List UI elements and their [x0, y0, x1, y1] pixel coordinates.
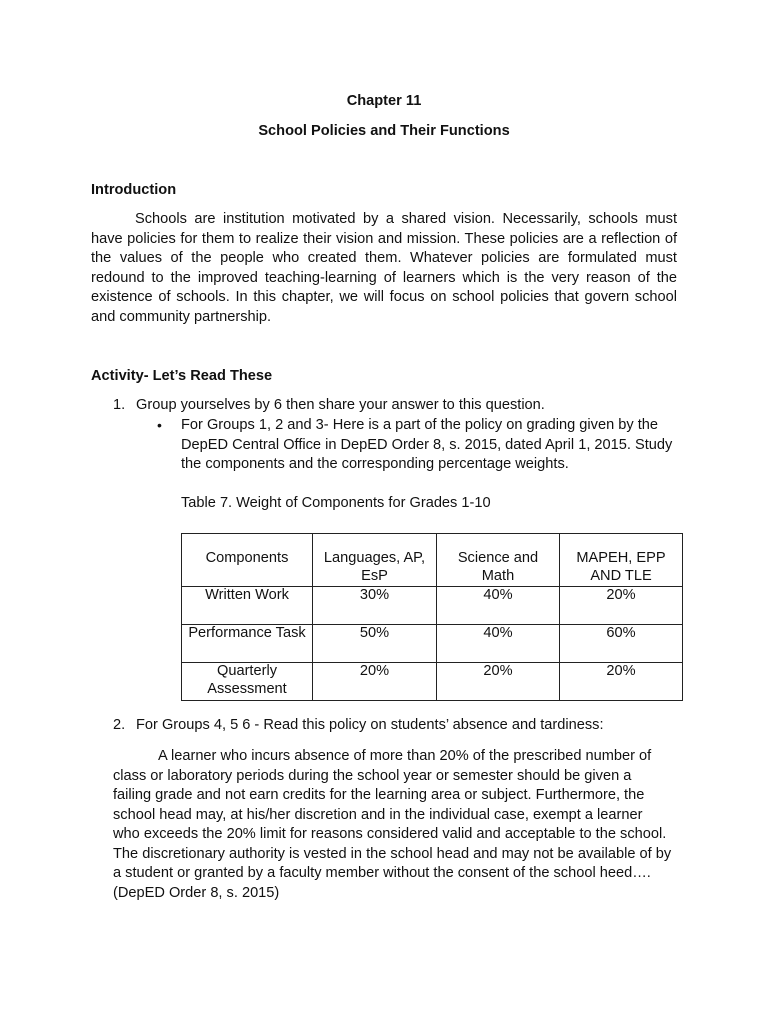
table-cell: 20%	[560, 663, 683, 701]
table-header-cell: Languages, AP, EsP	[313, 534, 437, 587]
table-header-cell: Components	[182, 534, 313, 587]
list-item-number: 1.	[113, 397, 126, 413]
table-header-cell: MAPEH, EPP AND TLE	[560, 534, 683, 587]
table-row	[182, 625, 683, 663]
table-cell: 20%	[560, 587, 683, 625]
activity-heading: Activity- Let’s Read These	[91, 368, 273, 384]
table-cell: Quarterly Assessment	[182, 663, 313, 701]
table-cell: 50%	[313, 625, 437, 663]
table-header-row	[182, 534, 683, 587]
table-cell: 40%	[437, 625, 560, 663]
table-cell: 60%	[560, 625, 683, 663]
table-cell: 20%	[313, 663, 437, 701]
table-cell: Performance Task	[182, 625, 313, 663]
table-row	[182, 663, 683, 701]
list-item-text: Group yourselves by 6 then share your answer to this question.	[136, 397, 545, 413]
table-cell: 40%	[437, 587, 560, 625]
bullet-icon: •	[157, 417, 162, 433]
introduction-heading: Introduction	[91, 182, 177, 198]
table-row	[182, 587, 683, 625]
chapter-label: Chapter 11	[346, 93, 422, 109]
list-item-text: For Groups 4, 5 6 - Read this policy on students’ absence and tardiness:	[136, 717, 604, 733]
bullet-text: For Groups 1, 2 and 3- Here is a part of the policy on grading given by the DepED Central Office in DepED Order 8, s. 2015, dated April 1, 2015. Study the components and the corresponding percentage weights.	[181, 417, 673, 472]
introduction-paragraph: Schools are institution motivated by a shared vision. Necessarily, schools must have policies for them to realize their vision and mission. These policies are a reflection of the values of the people who created them. Whatever policies are formulated must redound to the improved teaching-learning of learners which is the very reason of the existence of schools. In this chapter, we will focus on school policies that govern school and community partnership.	[91, 211, 677, 325]
table-cell: Written Work	[182, 587, 313, 625]
chapter-title: School Policies and Their Functions	[258, 123, 510, 139]
table-cell: 20%	[437, 663, 560, 701]
table-header-cell: Science and Math	[437, 534, 560, 587]
list-item-number: 2.	[113, 717, 126, 733]
table-cell: 30%	[313, 587, 437, 625]
weights-table	[181, 533, 683, 701]
table-caption: Table 7. Weight of Components for Grades 1-10	[181, 495, 491, 511]
absence-policy-quote: A learner who incurs absence of more than 20% of the prescribed number of class or laboratory periods during the school year or semester should be given a failing grade and not earn credits for the learning area or subject. Furthermore, the school head may, at his/her discretion and in the individual case, exempt a learner who exceeds the 20% limit for reasons considered valid and acceptable to the school. The discretionary authority is vested in the school head and may not be available of by a student or granted by a faculty member without the consent of the school heed…. (DepED Order 8, s. 2015)	[113, 748, 672, 901]
